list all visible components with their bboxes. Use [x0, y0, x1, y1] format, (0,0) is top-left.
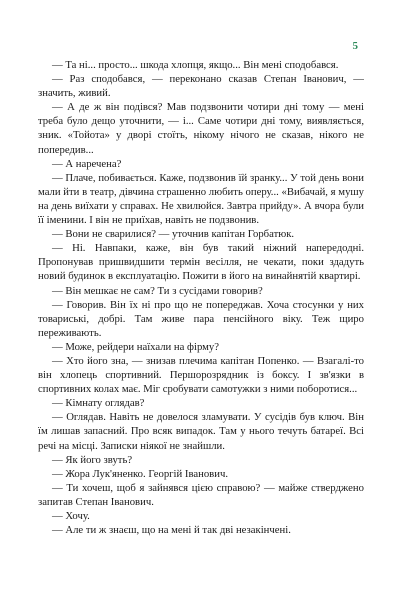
paragraph: — Оглядав. Навіть не довелося зламувати. У сусідів був ключ. Він їм лишав запасний. Про всяк випадок. Там у нього течуть батареї. Всі речі на місці. Записки ніякої не знайшли.	[38, 411, 364, 452]
paragraph: — Говорив. Він їх ні про що не попереджав. Хоча стосунки у них товариські, добрі. Там живе пара пенсійного віку. Теж щиро переживають.	[38, 298, 364, 339]
paragraph: — Хочу.	[52, 510, 90, 522]
paragraph: — Вони не сварилися? — уточнив капітан Горбатюк.	[52, 228, 295, 241]
paragraph: — Кімнату оглядав?	[52, 397, 145, 410]
body-text	[38, 58, 364, 537]
paragraph: — Раз сподобався, — переконано сказав Степан Іванович, — значить, живий.	[38, 73, 364, 100]
paragraph: — Та ні... просто... шкода хлопця, якщо... Він мені сподобався.	[52, 59, 339, 71]
paragraph: — Ні. Навпаки, каже, він був такий ніжний напередодні. Пропонував пришвидшити термін весілля, не чекати, поки здадуть новий будинок в експлуатацію. Пожити в його на винайнятій квартирі.	[38, 242, 364, 283]
paragraph: — А наречена?	[52, 157, 122, 170]
paragraph: — Він мешкає не сам? Ти з сусідами говорив?	[52, 284, 263, 297]
paragraph: — Як його звуть?	[52, 453, 133, 466]
page-number: 5	[352, 40, 358, 52]
paragraph: — Ти хочеш, щоб я зайнявся цією справою? — майже стверджено запитав Степан Іванович.	[38, 481, 364, 508]
paragraph: — А де ж він подівся? Мав подзвонити чотири дні тому — мені треба було дещо уточнити, — і... Саме чотири дні тому, виявляється, зник. «Тойота» у дворі стоїть, нікому нічого не сказав, нікого не попередив...	[38, 101, 364, 156]
paragraph: — Може, рейдери наїхали на фірму?	[52, 340, 219, 353]
paragraph: — Але ти ж знаєш, що на мені й так дві незакінчені.	[52, 524, 291, 537]
paragraph: — Жора Лук'яненко. Георгій Іванович.	[52, 467, 228, 480]
paragraph: — Плаче, побивається. Каже, подзвонив їй зранку... У той день вони мали йти в театр, дівчина страшенно любить оперу... «Вибачай, я мушу на день виїхати у справах. Не хвилюйся. Завтра прийду». А вчора були її іменини. І він не приїхав, навіть не подзвонив.	[38, 171, 364, 227]
paragraph: — Хто його зна, — знизав плечима капітан Попенко. — Взагалі-то він хлопець спортивний. Першорозрядник із боксу. І зв'язки в спортивних колах має. Міг сробувати самотужки з ними поборотися...	[38, 354, 364, 396]
